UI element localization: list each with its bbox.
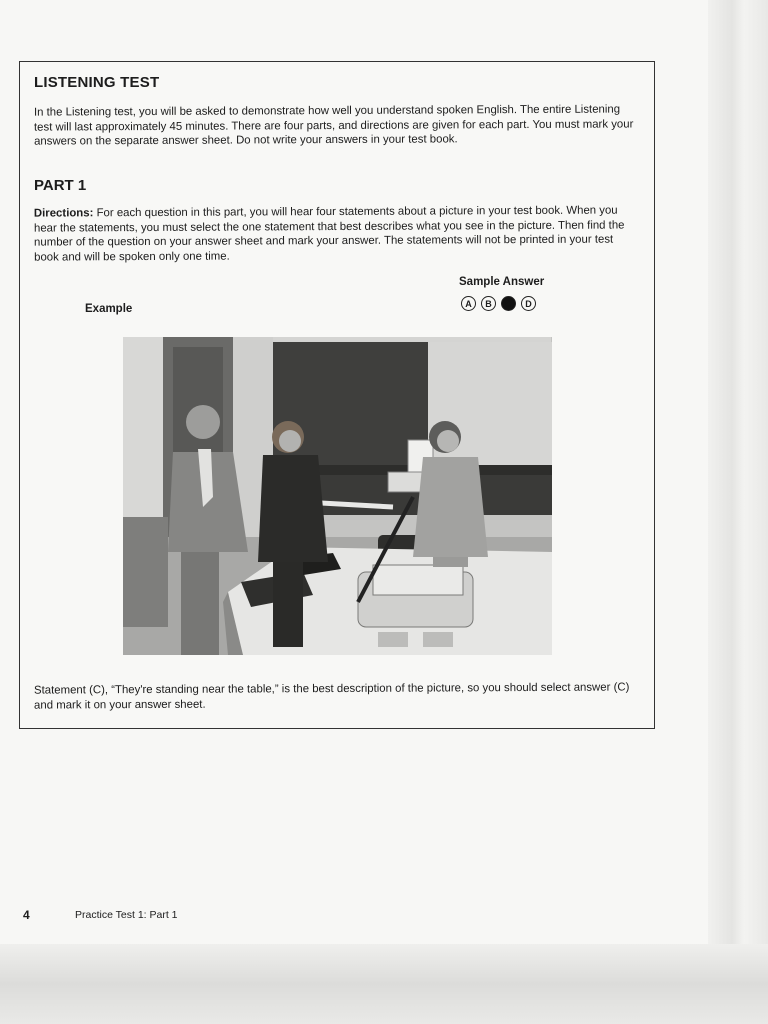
listening-test-box: [19, 61, 655, 729]
example-photo: [123, 337, 552, 655]
part-title: PART 1: [34, 177, 87, 194]
answer-bubble-d: D: [521, 296, 536, 311]
example-photo-illustration: [123, 337, 552, 655]
scan-bottom-shadow: [0, 944, 768, 1024]
sample-answer-bubbles: [461, 296, 536, 311]
answer-bubble-a: A: [461, 296, 476, 311]
directions-label: Directions:: [33, 207, 94, 220]
statement-paragraph: Statement (C), “They're standing near the table,” is the best description of the picture, so you should select answer (C) and mark it on your answer sheet.: [33, 681, 630, 712]
intro-paragraph: In the Listening test, you will be asked to demonstrate how well you understand spoken English. The entire Listening test will last approximately 45 minutes. There are four parts, and directions are given for each part. You must mark your answers on the separate answer sheet. Do not write your answers in your test book.: [33, 103, 634, 148]
section-title: LISTENING TEST: [34, 74, 160, 91]
scan-edge-shadow: [708, 0, 768, 1024]
sample-answer-label: Sample Answer: [459, 276, 545, 288]
directions-paragraph: [34, 203, 640, 265]
page-number: 4: [23, 908, 30, 922]
page-footer-title: Practice Test 1: Part 1: [75, 909, 178, 921]
directions-text: For each question in this part, you will hear four statements about a picture in your test book. When you hear the statements, you must select the one statement that best describes what you see in the picture. Then find the number of the question on your answer sheet and mark your answer. The statements will not be printed in your test book and will be spoken only one time.: [33, 204, 625, 264]
answer-bubble-b: B: [481, 296, 496, 311]
example-label: Example: [85, 303, 133, 315]
answer-bubble-c: C: [501, 296, 516, 311]
